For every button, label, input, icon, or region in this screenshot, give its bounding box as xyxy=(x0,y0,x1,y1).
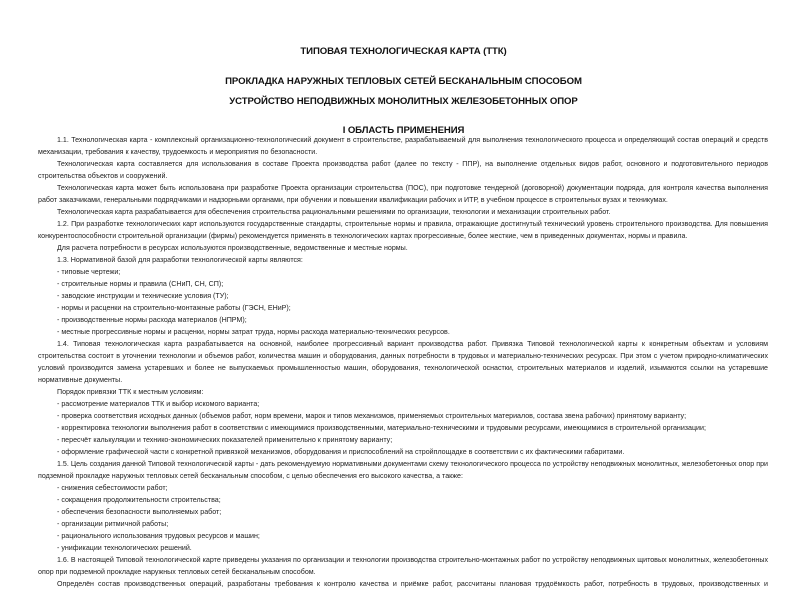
list-item: - оформление графической части с конкретной привязкой механизмов, оборудования и приспособлений на стройплощадке в соответствии с их фактическими габаритами. xyxy=(57,448,625,456)
paragraph-1-6: 1.6. В настоящей Типовой технологической карте приведены указания по организации и технологии производства строительно-монтажных работ по устройству неподвижных щитовых монолитных, железобетонных опор при подземной прокладке наружных тепловых сетей бесканальным способом. xyxy=(38,556,768,576)
document-title: ТИПОВАЯ ТЕХНОЛОГИЧЕСКАЯ КАРТА (ТТК) xyxy=(300,46,507,57)
list-item: - производственные нормы расхода материалов (НПРМ); xyxy=(57,316,247,324)
list-item: - проверка соответствия исходных данных (объемов работ, норм времени, марок и типов механизмов, применяемых строительных материалов, состава звена рабочих) принятому варианту; xyxy=(57,412,687,420)
list-item: - обеспечения безопасности выполняемых работ; xyxy=(57,508,222,516)
list-item: - снижения себестоимости работ; xyxy=(57,484,168,492)
paragraph-1-2: 1.2. При разработке технологических карт используются государственные стандарты, строительные нормы и правила, отражающие достигнутый технический уровень строительного производства. Для повышения конкурентоспособности строительной организации (фирмы) рекомендуется применять в технологических картах прогрессивные, более жесткие, чем в приведенных документах, нормы и правила. xyxy=(38,220,768,240)
document-subtitle: ПРОКЛАДКА НАРУЖНЫХ ТЕПЛОВЫХ СЕТЕЙ БЕСКАНАЛЬНЫМ СПОСОБОМ xyxy=(225,76,582,87)
list-item: - рационального использования трудовых ресурсов и машин; xyxy=(57,532,260,540)
list-item: - организации ритмичной работы; xyxy=(57,520,169,528)
paragraph-1-1-b: Технологическая карта составляется для использования в составе Проекта производства работ (далее по тексту - ППР), на выполнение отдельных видов работ, основного и подготовительного периодов строительства объектов и сооружений. xyxy=(38,160,768,180)
paragraph-1-3: 1.3. Нормативной базой для разработки технологической карты являются: xyxy=(57,256,303,264)
paragraph-1-5: 1.5. Цель создания данной Типовой технологической карты - дать рекомендуемую нормативными документами схему технологического процесса по устройству неподвижных монолитных, железобетонных опор при подземной прокладке наружных тепловых сетей бесканальным способом, с целью обеспечения его высокого качества, а также: xyxy=(38,460,768,480)
paragraph-1-2-b: Для расчета потребности в ресурсах используются производственные, ведомственные и местные нормы. xyxy=(57,244,408,252)
list-item: - рассмотрение материалов ТТК и выбор искомого варианта; xyxy=(57,400,260,408)
paragraph-1-4: 1.4. Типовая технологическая карта разрабатывается на основной, наиболее прогрессивный вариант производства работ. Привязка Типовой технологической карты к конкретным объектам и условиям строительства состоит в уточнении технологии и объемов работ, количества машин и оборудования, данных потребности в трудовых и материально-технических ресурсах. При этом с учетом природно-климатических условий производится замена устаревших и более не выпускаемых промышленностью машин, оборудования, технологической оснастки, строительных материалов и изделий, изымаются ссылки на устаревшие нормативные документы. xyxy=(38,340,768,384)
paragraph-1-6-b: Определён состав производственных операций, разработаны требования к контролю качества и приёмке работ, рассчитаны плановая трудоёмкость работ, потребность в трудовых, производственных и xyxy=(57,580,768,588)
list-item: - пересчёт калькуляции и технико-экономических показателей применительно к принятому варианту; xyxy=(57,436,393,444)
paragraph-1-1: 1.1. Технологическая карта - комплексный организационно-технологический документ в строительстве, разрабатываемый для выполнения технологического процесса и определяющий состав операций и средств механизации, требования к качеству, трудоемкость и мероприятия по безопасности. xyxy=(38,136,768,156)
list-item: - нормы и расценки на строительно-монтажные работы (ГЭСН, ЕНиР); xyxy=(57,304,291,312)
list-item: - заводские инструкции и технические условия (ТУ); xyxy=(57,292,229,300)
paragraph-1-1-d: Технологическая карта разрабатывается для обеспечения строительства рациональными решениями по организации, технологии и механизации строительных работ. xyxy=(57,208,611,216)
section-heading: I ОБЛАСТЬ ПРИМЕНЕНИЯ xyxy=(342,125,465,136)
list-item: - сокращения продолжительности строительства; xyxy=(57,496,221,504)
list-item: - местные прогрессивные нормы и расценки, нормы затрат труда, нормы расхода материально-технических ресурсов. xyxy=(57,328,450,336)
document-subtitle-secondary: УСТРОЙСТВО НЕПОДВИЖНЫХ МОНОЛИТНЫХ ЖЕЛЕЗОБЕТОННЫХ ОПОР xyxy=(229,96,578,107)
document-body xyxy=(38,134,768,590)
list-item: - унификации технологических решений. xyxy=(57,544,192,552)
paragraph-1-1-c: Технологическая карта может быть использована при разработке Проекта организации строительства (ПОС), при подготовке тендерной (договорной) документации подряда, для контроля качества выполнения работ заказчиками, генеральными подрядчиками и надзорными органами, при обучении и повышении квалификации рабочих и ИТР, в учебном процессе в строительных вузах и техникумах. xyxy=(38,184,768,204)
list-item: - корректировка технологии выполнения работ в соответствии с имеющимися производственными, материально-техническими и трудовыми ресурсами, имеющимися в строительной организации; xyxy=(57,424,706,432)
paragraph-1-4-b: Порядок привязки ТТК к местным условиям: xyxy=(57,388,204,396)
list-item: - типовые чертежи; xyxy=(57,268,121,276)
list-item: - строительные нормы и правила (СНиП, СН, СП); xyxy=(57,280,224,288)
